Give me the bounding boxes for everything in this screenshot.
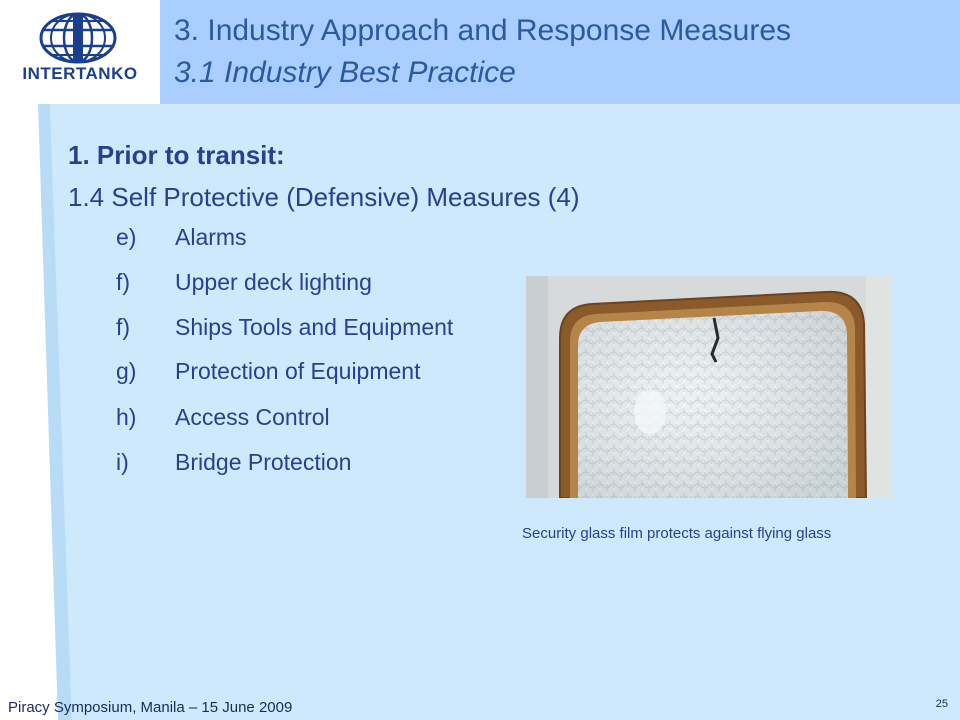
intertanko-logo	[0, 0, 160, 104]
logo-wordmark: INTERTANKO	[22, 64, 138, 83]
list-marker: f)	[116, 269, 131, 295]
footer-text: Piracy Symposium, Manila – 15 June 2009	[8, 699, 293, 716]
list-item	[116, 358, 536, 388]
list-item-text: Ships Tools and Equipment	[175, 314, 454, 340]
page-number: 25	[935, 698, 948, 710]
list-item	[116, 449, 536, 479]
list-item	[116, 314, 536, 344]
list-marker: h)	[116, 404, 137, 430]
cracked-window-image	[526, 276, 892, 498]
globe-icon	[38, 12, 118, 64]
slide-subtitle: 3.1 Industry Best Practice	[174, 56, 516, 89]
list-marker: i)	[116, 449, 129, 475]
list-item	[116, 404, 536, 434]
photo-caption: Security glass film protects against flying glass	[522, 525, 832, 542]
list-item-text: Alarms	[175, 224, 247, 250]
list-item-text: Bridge Protection	[175, 449, 352, 475]
list-item	[116, 224, 536, 254]
list-marker: e)	[116, 224, 137, 250]
section-heading: 1. Prior to transit:	[68, 140, 285, 170]
list-marker: g)	[116, 358, 137, 384]
list-item-text: Access Control	[175, 404, 330, 430]
slide-title: 3. Industry Approach and Response Measures	[174, 14, 792, 47]
list-item-text: Protection of Equipment	[175, 358, 421, 384]
list-marker: f)	[116, 314, 131, 340]
list-item-text: Upper deck lighting	[175, 269, 372, 295]
list-item	[116, 269, 536, 299]
security-glass-photo	[526, 276, 892, 498]
section-subheading: 1.4 Self Protective (Defensive) Measures (4)	[68, 182, 580, 212]
